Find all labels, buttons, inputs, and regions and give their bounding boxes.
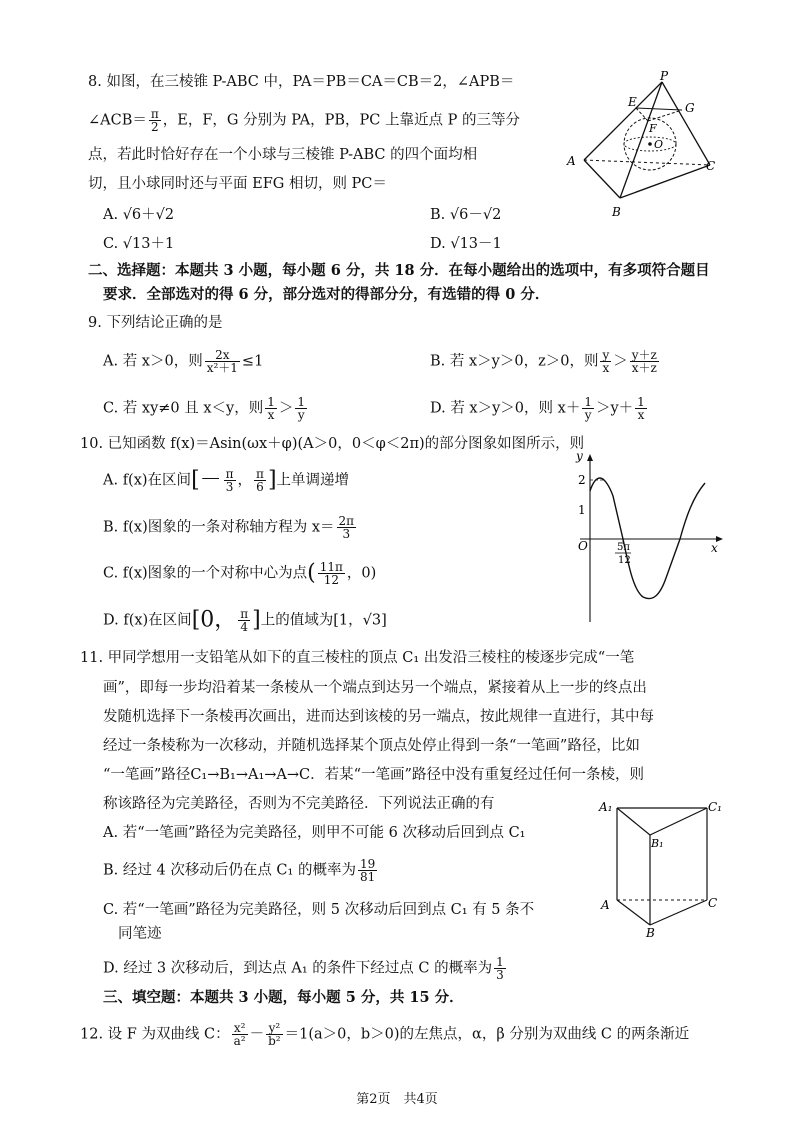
q8-option-b: B. √6－√2 [430,207,502,223]
graph-xtick-num: 5π [617,542,630,553]
q11-option-c-cont: 同笔迹 [118,926,162,942]
label-A: A [567,154,576,168]
q9-option-c: C. 若 xy≠0 且 x＜y，则 $\frac{1}{x}$ ＞ $\frac{1}{y}$ [103,395,306,422]
prism-figure [595,795,725,940]
q12-line1: 12. 设 F 为双曲线 C： $\frac{\text{x²}}{\text{a²}}$ － $\frac{\text{y²}}{\text{b²}}$ ＝1(a＞0，b＞0)的左焦点，α，β 分别为双曲线 C 的两条渐近 [80,1021,690,1048]
q11-option-d: D. 经过 3 次移动后，到达点 A₁ 的条件下经过点 C 的概率为 $\frac{1}{3}$ [103,955,504,982]
q8-option-a: A. √6＋√2 [103,207,175,223]
q11-line1: 11. 甲同学想用一支铅笔从如下的直三棱柱的顶点 C₁ 出发沿三棱柱的棱逐步完成“一笔 [80,650,635,666]
section2-heading-2: 要求．全部选对的得 6 分，部分选对的得部分分，有选错的得 0 分． [103,286,550,303]
q8-option-d: D. √13－1 [430,236,502,252]
graph-xtick-den: 12 [618,555,631,566]
sine-graph [565,449,725,627]
fraction: $\frac{\pi}{2}$ [150,107,159,134]
q11-option-c: C. 若“一笔画”路径为完美路径，则 5 次移动后回到点 C₁ 有 5 条不 [103,902,535,918]
graph-tick-1: 1 [578,503,586,517]
q9-stem: 9. 下列结论正确的是 [88,315,223,331]
q11-line3: 发随机选择下一条棱再次画出，进而达到该棱的另一端点，按此规律一直进行，其中每 [103,709,654,725]
q11-line5: “一笔画”路径C₁→B₁→A₁→A→C．若某“一笔画”路径中没有重复经过任何一条棱，则 [103,767,644,783]
q9-option-a: A. 若 x＞0，则 $\frac{2x}{\text{x²＋1}}$ ≤1 [103,348,264,375]
q11-line6: 称该路径为完美路径，否则为不完美路径．下列说法正确的有 [103,796,495,812]
graph-origin: O [578,539,588,553]
label-C: C [706,159,716,173]
label-F: F [649,122,657,135]
label-A: A [601,898,610,912]
label-B: B [646,926,655,940]
graph-tick-2: 2 [578,473,586,487]
q9-option-d: D. 若 x＞y＞0，则 x＋ $\frac{1}{y}$ ＞y＋ $\frac{1}{x}$ [430,395,645,422]
label-O: O [654,138,664,151]
graph-x-label: x [711,541,718,555]
q8-line2: ∠ACB＝ $\frac{\pi}{2}$ ，E，F，G 分别为 PA，PB，PC 上靠近点 P 的三等分 [88,107,520,134]
label-P: P [660,69,669,83]
page-footer: 第2页 共4页 [356,1092,438,1107]
label-C1: C₁ [708,800,722,814]
q10-option-a: A. f(x)在区间[－ $\frac{\pi}{3}$ ， $\frac{\pi}{6}$ ]上单调递增 [103,467,350,494]
label-G: G [685,101,695,115]
q11-line4: 经过一条棱称为一次移动，并随机选择某个顶点处停止得到一条“一笔画”路径，比如 [103,738,640,754]
section3-heading: 三、填空题：本题共 3 小题，每小题 5 分，共 15 分． [103,989,464,1006]
q11-line2: 画”，即每一步均沿着某一条棱从一个端点到达另一个端点，紧接着从上一步的终点出 [103,680,647,696]
q8-line4: 切，且小球同时还与平面 EFG 相切，则 PC＝ [88,176,387,192]
label-B: B [612,205,621,219]
tetrahedron-figure [560,70,720,220]
q10-option-d: D. f(x)在区间[0， $\frac{\pi}{4}$ ]上的值域为[1，√3] [103,607,387,634]
q10-option-c: C. f(x)图象的一个对称中心为点( $\frac{11\pi}{12}$ ，0) [103,560,377,587]
label-B1: B₁ [651,837,664,850]
q10-option-b: B. f(x)图象的一条对称轴方程为 x＝ $\frac{2\pi}{3}$ [103,514,355,541]
label-C: C [708,896,718,910]
q11-option-b: B. 经过 4 次移动后仍在点 C₁ 的概率为 $\frac{19}{81}$ [103,857,376,884]
q8-option-c: C. √13＋1 [103,236,175,252]
graph-y-label: y [576,449,583,463]
q9-option-b: B. 若 x＞y＞0，z＞0，则 $\frac{y}{x}$ ＞ $\frac{y+z}{x+z}$ [430,348,657,375]
label-A1: A₁ [599,800,613,814]
section2-heading: 二、选择题：本题共 3 小题，每小题 6 分，共 18 分．在每小题给出的选项中，有多项符合题目 [88,262,710,279]
label-E: E [628,95,637,109]
q8-line1: 8. 如图，在三棱锥 P-ABC 中，PA＝PB＝CA＝CB＝2，∠APB＝ [88,74,515,90]
q8-line3: 点，若此时恰好存在一个小球与三棱锥 P-ABC 的四个面均相 [88,147,478,163]
q11-option-a: A. 若“一笔画”路径为完美路径，则甲不可能 6 次移动后回到点 C₁ [103,825,526,841]
q10-stem: 10. 已知函数 f(x)＝Asin(ωx＋φ)(A＞0，0＜φ＜2π)的部分图象如图所示，则 [80,436,585,452]
